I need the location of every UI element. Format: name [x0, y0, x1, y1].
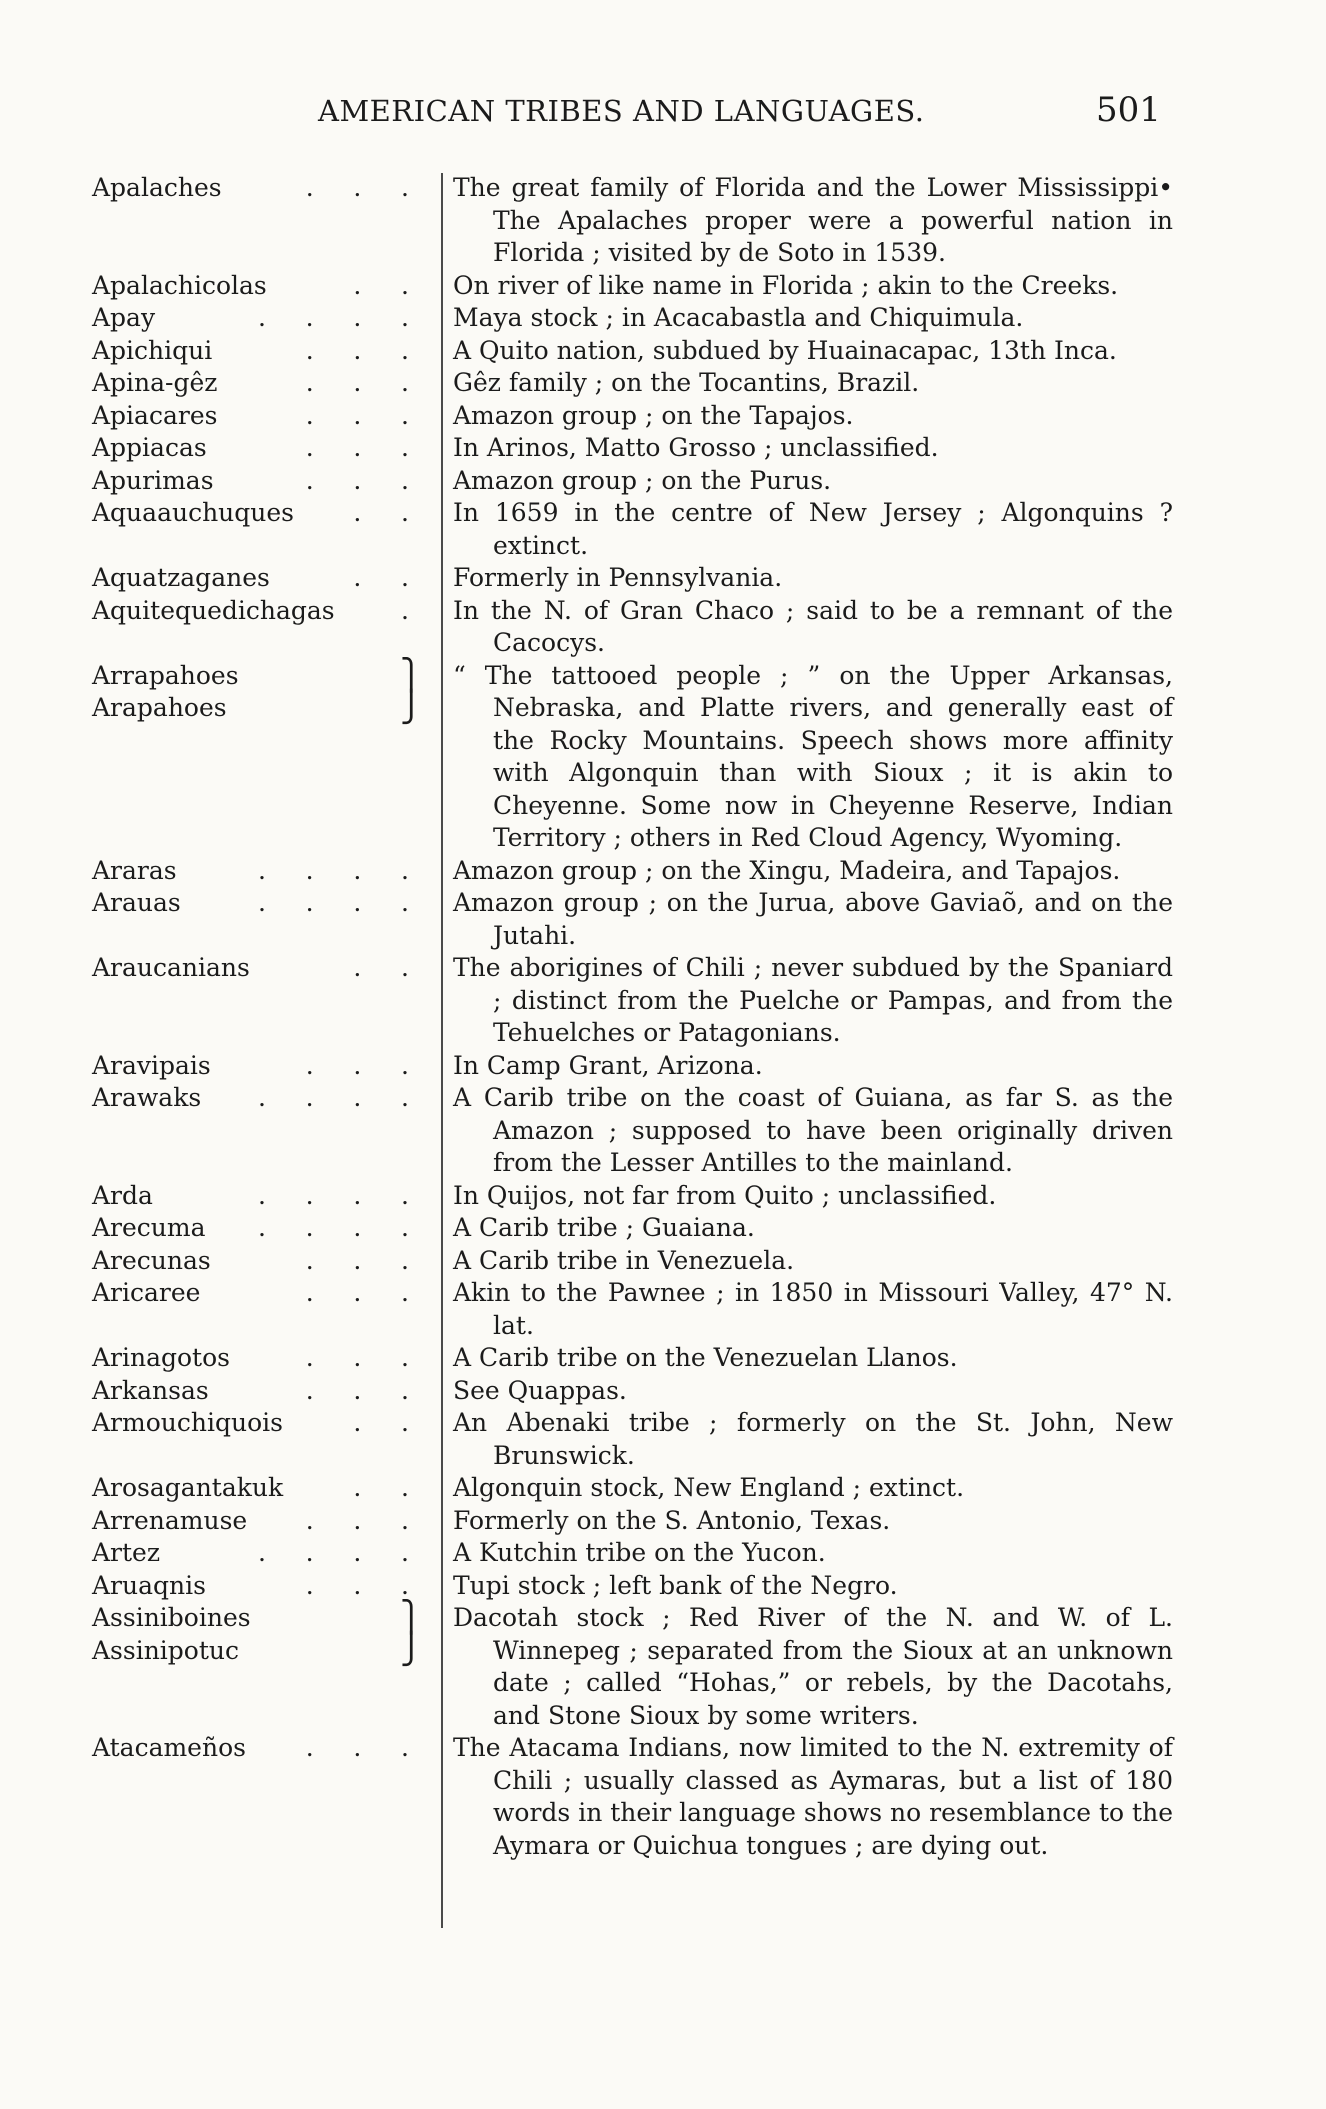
tribe-name: Arkansas	[92, 1375, 209, 1405]
entry-row	[0, 335, 1326, 368]
tribe-description: Amazon group ; on the Jurua, above Gaviaõ, and on the Jutahi.	[453, 888, 1173, 950]
tribe-description: Formerly in Pennsylvania.	[453, 563, 783, 592]
tribe-description: In 1659 in the centre of New Jersey ; Algonquins ? extinct.	[453, 498, 1173, 560]
leader-dots: . . .	[289, 1375, 409, 1405]
entry-row	[0, 1407, 1326, 1472]
tribe-name-cell	[0, 1342, 453, 1375]
tribe-name: Apalaches	[92, 173, 222, 202]
tribe-name-cell	[0, 400, 453, 433]
entry-row	[0, 1732, 1326, 1862]
entry-list	[0, 172, 1326, 1862]
tribe-name: Aravipais	[92, 1050, 211, 1080]
tribe-description: Dacotah stock ; Red River of the N. and W. of L. Winnepeg ; separated from the Sioux at an unknown date ; called “Hohas,” or rebels, by the Dacotahs, and Stone Sioux by some writers.	[453, 1603, 1173, 1730]
entry-row	[0, 855, 1326, 888]
tribe-description: In the N. of Gran Chaco ; said to be a remnant of the Cacocys.	[453, 595, 1173, 657]
entry-row	[0, 1342, 1326, 1375]
tribe-name-cell	[0, 1082, 453, 1180]
tribe-name-cell	[0, 497, 453, 562]
tribe-name: Armouchiquois	[92, 1408, 283, 1437]
tribe-description: Formerly on the S. Antonio, Texas.	[453, 1505, 891, 1535]
leader-dots: . .	[289, 498, 409, 527]
leader-dots: . . . .	[258, 1213, 409, 1242]
leader-dots: . . . .	[258, 1538, 409, 1567]
entry-row	[0, 562, 1326, 595]
tribe-description: The aborigines of Chili ; never subdued by the Spaniard ; distinct from the Puelche or Pampas, and from the Tehuelches or Patagonians.	[453, 953, 1173, 1047]
tribe-name-cell	[0, 1277, 453, 1342]
leader-dots: . . .	[289, 1505, 409, 1535]
tribe-name-variant: Assinipotuc	[92, 1635, 240, 1665]
tribe-description: The great family of Florida and the Lower Mississippi• The Apalaches proper were a powerful nation in Florida ; visited by de Soto in 1539.	[453, 173, 1173, 267]
tribe-name-cell	[0, 952, 453, 1050]
tribe-name-cell	[0, 595, 453, 660]
page-number: 501	[1096, 90, 1161, 130]
tribe-description: Amazon group ; on the Purus.	[453, 465, 832, 495]
leader-dots: . . . .	[258, 855, 409, 885]
entry-row	[0, 302, 1326, 335]
entry-row	[0, 657, 1326, 855]
tribe-name-variant: Arapahoes	[92, 693, 227, 722]
tribe-description: See Quappas.	[453, 1375, 627, 1405]
tribe-name-cell	[0, 432, 453, 465]
leader-dots: . . . .	[258, 888, 409, 917]
tribe-name: Assiniboines	[92, 1603, 251, 1632]
tribe-name-cell	[0, 1050, 453, 1083]
tribe-description: A Carib tribe on the Venezuelan Llanos.	[453, 1343, 958, 1372]
tribe-description: In Quijos, not far from Quito ; unclassified.	[453, 1180, 997, 1210]
tribe-name: Aquatzaganes	[92, 563, 270, 592]
leader-dots: . . . .	[258, 1083, 409, 1112]
tribe-name-cell	[0, 367, 453, 400]
tribe-description: Maya stock ; in Acacabastla and Chiquimula.	[453, 303, 1024, 332]
tribe-name-cell	[0, 172, 453, 270]
tribe-name-cell	[0, 1472, 453, 1505]
tribe-name: Arosagantakuk	[92, 1473, 284, 1502]
tribe-name: Aquitequedichagas	[92, 595, 335, 625]
entry-row	[0, 465, 1326, 498]
entry-row	[0, 952, 1326, 1050]
tribe-name-cell	[0, 302, 453, 335]
leader-dots: . . .	[289, 1733, 409, 1762]
entry-row	[0, 595, 1326, 660]
tribe-description: “ The tattooed people ; ” on the Upper Arkansas, Nebraska, and Platte rivers, and generally east of the Rocky Mountains. Speech shows more affinity with Algonquin than with Sioux ; it is akin to Cheyenne. Some now in Cheyenne Reserve, Indian Territory ; others in Red Cloud Agency, Wyoming.	[453, 660, 1173, 852]
entry-row	[0, 1570, 1326, 1603]
leader-dots: . . .	[289, 1245, 409, 1275]
tribe-name-cell	[0, 657, 453, 855]
tribe-name: Araucanians	[92, 953, 250, 982]
tribe-name-cell	[0, 335, 453, 368]
tribe-description: An Abenaki tribe ; formerly on the St. John, New Brunswick.	[453, 1408, 1173, 1470]
leader-dots: . . .	[289, 465, 409, 495]
leader-dots: . .	[289, 953, 409, 982]
leader-dots: .	[321, 595, 409, 625]
leader-dots: . .	[289, 563, 409, 592]
entry-row	[0, 1050, 1326, 1083]
tribe-name-cell	[0, 1407, 453, 1472]
tribe-name: Apina-gêz	[92, 368, 218, 397]
tribe-description: Algonquin stock, New England ; extinct.	[453, 1473, 965, 1502]
tribe-name: Aquaauchuques	[92, 498, 295, 527]
leader-dots: . . .	[289, 1570, 409, 1600]
tribe-name: Arawaks	[92, 1083, 202, 1112]
tribe-name: Apiacares	[92, 400, 218, 430]
entry-row	[0, 400, 1326, 433]
tribe-name-cell	[0, 1732, 453, 1862]
tribe-description: Gêz family ; on the Tocantins, Brazil.	[453, 368, 920, 397]
leader-dots: . . .	[289, 173, 409, 202]
entry-row	[0, 1602, 1326, 1732]
tribe-name-cell	[0, 855, 453, 888]
tribe-name-cell	[0, 562, 453, 595]
tribe-description: In Arinos, Matto Grosso ; unclassified.	[453, 433, 939, 462]
tribe-name: Araras	[92, 855, 177, 885]
tribe-description: Amazon group ; on the Tapajos.	[453, 400, 854, 430]
leader-dots: . . .	[289, 368, 409, 397]
entry-row	[0, 1537, 1326, 1570]
tribe-name: Apay	[92, 303, 156, 332]
entry-row	[0, 172, 1326, 270]
tribe-name-cell	[0, 1180, 453, 1213]
tribe-description: A Carib tribe in Venezuela.	[453, 1245, 795, 1275]
entry-row	[0, 1505, 1326, 1538]
tribe-description: Amazon group ; on the Xingu, Madeira, and Tapajos.	[453, 855, 1121, 885]
tribe-name: Arinagotos	[92, 1343, 230, 1372]
entry-row	[0, 432, 1326, 465]
tribe-description: Tupi stock ; left bank of the Negro.	[453, 1570, 898, 1600]
tribe-description: In Camp Grant, Arizona.	[453, 1050, 763, 1080]
leader-dots: . . .	[289, 335, 409, 365]
tribe-name: Arecuma	[92, 1213, 206, 1242]
entry-row	[0, 1082, 1326, 1180]
entry-row	[0, 1375, 1326, 1408]
entry-row	[0, 270, 1326, 303]
leader-dots: . . .	[289, 1050, 409, 1080]
tribe-name-cell	[0, 1212, 453, 1245]
tribe-name: Arauas	[92, 888, 181, 917]
tribe-description: A Carib tribe on the coast of Guiana, as far S. as the Amazon ; supposed to have been originally driven from the Lesser Antilles to the mainland.	[453, 1083, 1173, 1177]
tribe-name: Apichiqui	[92, 335, 213, 365]
tribe-description: The Atacama Indians, now limited to the N. extremity of Chili ; usually classed as Aymaras, but a list of 180 words in their language shows no resemblance to the Aymara or Quichua tongues ; are dying out.	[453, 1733, 1173, 1860]
entry-row	[0, 367, 1326, 400]
tribe-name: Atacameños	[92, 1733, 246, 1762]
tribe-name-cell	[0, 1375, 453, 1408]
leader-dots: . .	[289, 270, 409, 300]
entry-row	[0, 1180, 1326, 1213]
tribe-name-cell	[0, 887, 453, 952]
tribe-name: Appiacas	[92, 433, 207, 462]
tribe-name: Artez	[92, 1538, 161, 1567]
leader-dots: . . . .	[258, 303, 409, 332]
tribe-name-cell	[0, 1505, 453, 1538]
leader-dots: . . . .	[258, 1180, 409, 1210]
entry-row	[0, 1212, 1326, 1245]
tribe-name-cell	[0, 1537, 453, 1570]
tribe-name: Arda	[92, 1180, 153, 1210]
tribe-description: A Quito nation, subdued by Huainacapac, 13th Inca.	[453, 335, 1117, 365]
tribe-name: Arrapahoes	[92, 660, 239, 690]
tribe-name: Apurimas	[92, 465, 214, 495]
leader-dots: . .	[289, 1473, 409, 1502]
brace-mark: ⎫ ⎭	[400, 657, 423, 725]
tribe-name-cell	[0, 465, 453, 498]
tribe-name: Arecunas	[92, 1245, 211, 1275]
running-title: AMERICAN TRIBES AND LANGUAGES.	[318, 94, 925, 128]
tribe-name: Aricaree	[92, 1278, 201, 1307]
tribe-description: On river of like name in Florida ; akin to the Creeks.	[453, 270, 1119, 300]
leader-dots: . .	[289, 1408, 409, 1437]
tribe-name: Apalachicolas	[92, 270, 267, 300]
tribe-name-cell	[0, 270, 453, 303]
entry-row	[0, 887, 1326, 952]
brace-mark: ⎫ ⎭	[400, 1600, 423, 1667]
tribe-description: Akin to the Pawnee ; in 1850 in Missouri Valley, 47° N. lat.	[453, 1278, 1173, 1340]
tribe-name: Arrenamuse	[92, 1505, 248, 1535]
tribe-name-cell	[0, 1602, 453, 1732]
tribe-description: A Carib tribe ; Guaiana.	[453, 1213, 755, 1242]
entry-row	[0, 497, 1326, 562]
leader-dots: . . .	[289, 1278, 409, 1307]
entry-row	[0, 1245, 1326, 1278]
leader-dots: . . .	[289, 1343, 409, 1372]
leader-dots: . . .	[289, 400, 409, 430]
leader-dots: . . .	[289, 433, 409, 462]
entry-row	[0, 1277, 1326, 1342]
tribe-name: Aruaqnis	[92, 1570, 206, 1600]
tribe-name-cell	[0, 1245, 453, 1278]
tribe-name-cell	[0, 1570, 453, 1603]
tribe-description: A Kutchin tribe on the Yucon.	[453, 1538, 826, 1567]
entry-row	[0, 1472, 1326, 1505]
